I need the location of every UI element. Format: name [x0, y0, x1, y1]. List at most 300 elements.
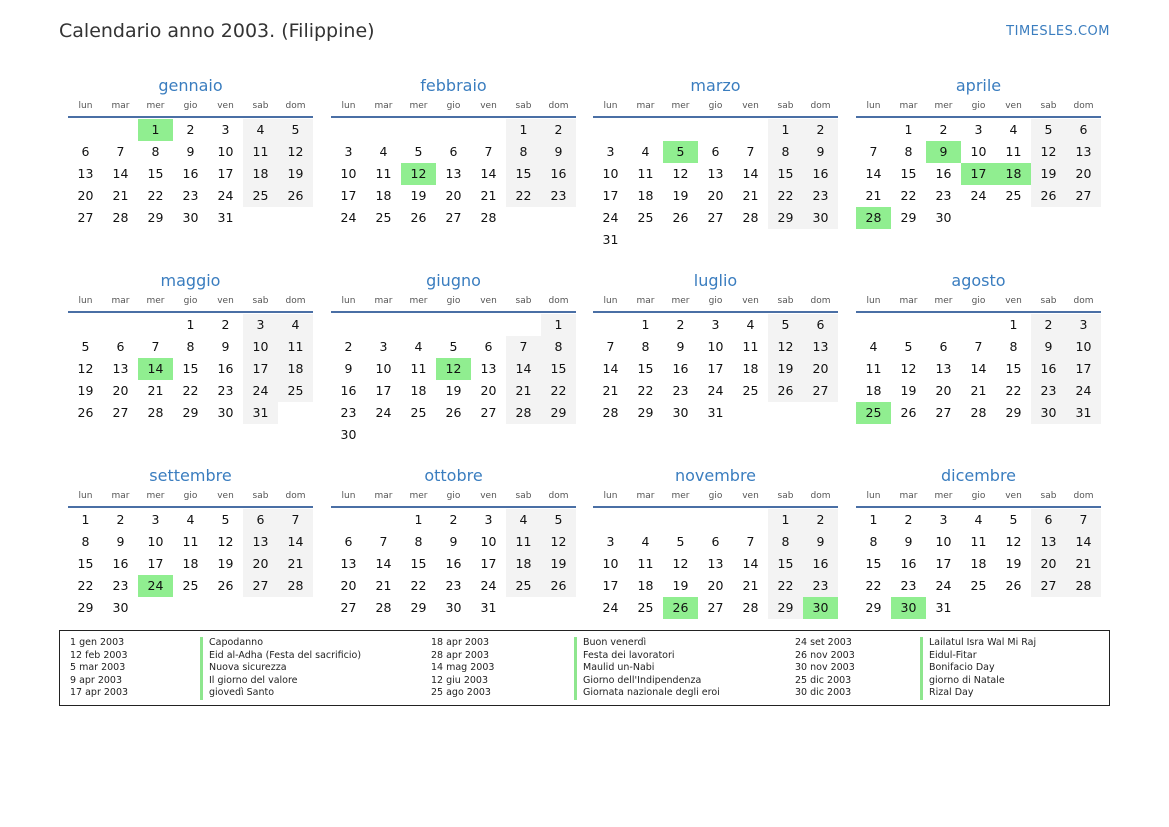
day-grid — [68, 119, 313, 229]
weekday-label: lun — [866, 491, 881, 501]
day-grid — [593, 314, 838, 424]
day-cell: 27 — [935, 405, 952, 420]
day-cell: 28 — [480, 210, 497, 225]
day-cell: 1 — [641, 317, 650, 332]
holiday-day: 28 — [856, 207, 891, 229]
day-cell: 25 — [375, 210, 392, 225]
day-cell: 11 — [637, 166, 654, 181]
weekday-label: gio — [971, 101, 986, 111]
day-cell: 10 — [375, 361, 392, 376]
day-cell: 23 — [112, 578, 129, 593]
day-grid — [331, 119, 576, 229]
weekday-label: lun — [341, 101, 356, 111]
day-cell: 2 — [1031, 314, 1066, 336]
day-cell: 24 — [970, 188, 987, 203]
legend-column — [200, 637, 361, 700]
month-name: settembre — [149, 466, 232, 485]
month-block — [593, 464, 838, 644]
day-cell: 22 — [768, 185, 803, 207]
day-cell: 8 — [506, 141, 541, 163]
day-cell: 24 — [602, 600, 619, 615]
day-cell: 20 — [340, 578, 357, 593]
empty-day — [366, 314, 401, 336]
weekday-label: sab — [252, 491, 269, 501]
day-cell: 29 — [637, 405, 654, 420]
weekday-header — [68, 488, 313, 504]
day-cell: 7 — [116, 144, 125, 159]
day-cell: 14 — [375, 556, 392, 571]
weekday-label: mer — [146, 296, 165, 306]
day-cell: 10 — [340, 166, 357, 181]
month-divider — [856, 116, 1101, 118]
day-cell: 26 — [445, 405, 462, 420]
weekday-label: lun — [78, 491, 93, 501]
weekday-label: mar — [111, 296, 130, 306]
weekday-label: ven — [742, 296, 759, 306]
day-cell: 18 — [865, 383, 882, 398]
weekday-label: gio — [708, 101, 723, 111]
day-cell: 14 — [278, 531, 313, 553]
day-cell: 3 — [711, 317, 720, 332]
day-cell: 5 — [768, 314, 803, 336]
day-cell: 17 — [602, 578, 619, 593]
day-cell: 1 — [869, 512, 878, 527]
day-cell: 11 — [410, 361, 427, 376]
day-cell: 8 — [541, 336, 576, 358]
day-cell: 6 — [803, 314, 838, 336]
day-cell: 22 — [1005, 383, 1022, 398]
legend-date: 18 apr 2003 — [431, 637, 490, 648]
day-cell: 11 — [1005, 144, 1022, 159]
day-cell: 27 — [112, 405, 129, 420]
day-cell: 23 — [340, 405, 357, 420]
day-cell: 25 — [637, 600, 654, 615]
day-cell: 11 — [637, 556, 654, 571]
weekday-label: dom — [548, 101, 569, 111]
weekday-label: gio — [708, 491, 723, 501]
weekday-label: dom — [548, 296, 569, 306]
empty-day — [856, 314, 891, 336]
day-cell: 5 — [676, 534, 685, 549]
day-cell: 23 — [935, 188, 952, 203]
day-cell: 13 — [707, 166, 724, 181]
weekday-label: ven — [217, 101, 234, 111]
day-cell: 9 — [221, 339, 230, 354]
day-cell: 20 — [707, 578, 724, 593]
weekday-label: dom — [810, 296, 831, 306]
day-cell: 2 — [676, 317, 685, 332]
weekday-label: ven — [217, 296, 234, 306]
day-cell: 18 — [182, 556, 199, 571]
day-cell: 5 — [1031, 119, 1066, 141]
day-cell: 28 — [506, 402, 541, 424]
day-cell: 14 — [742, 166, 759, 181]
day-cell: 8 — [768, 141, 803, 163]
empty-day — [103, 314, 138, 336]
day-cell: 10 — [217, 144, 234, 159]
day-cell: 26 — [278, 185, 313, 207]
legend-date: 24 set 2003 — [795, 637, 852, 648]
weekday-label: mar — [899, 491, 918, 501]
weekday-label: sab — [777, 296, 794, 306]
empty-day — [471, 314, 506, 336]
day-cell: 17 — [602, 188, 619, 203]
holiday-legend — [59, 630, 1110, 706]
empty-day — [68, 314, 103, 336]
weekday-label: gio — [971, 491, 986, 501]
day-cell: 10 — [970, 144, 987, 159]
weekday-label: gio — [971, 296, 986, 306]
day-cell: 27 — [340, 600, 357, 615]
day-cell: 13 — [340, 556, 357, 571]
day-cell: 15 — [865, 556, 882, 571]
weekday-header — [331, 98, 576, 114]
weekday-header — [593, 488, 838, 504]
holiday-day: 30 — [803, 597, 838, 619]
day-cell: 22 — [147, 188, 164, 203]
day-cell: 27 — [707, 210, 724, 225]
day-cell: 12 — [541, 531, 576, 553]
weekday-label: mar — [636, 491, 655, 501]
weekday-label: mer — [934, 491, 953, 501]
legend-column — [795, 637, 855, 700]
day-cell: 6 — [449, 144, 458, 159]
weekday-label: mer — [934, 296, 953, 306]
day-cell: 4 — [278, 314, 313, 336]
day-cell: 17 — [1066, 358, 1101, 380]
month-name: novembre — [674, 466, 757, 485]
day-cell: 15 — [147, 166, 164, 181]
day-cell: 5 — [278, 119, 313, 141]
holiday-day: 30 — [891, 597, 926, 619]
day-cell: 2 — [803, 509, 838, 531]
day-cell: 1 — [186, 317, 195, 332]
holiday-day: 25 — [856, 402, 891, 424]
empty-day — [471, 119, 506, 141]
month-divider — [68, 116, 313, 118]
day-cell: 21 — [602, 383, 619, 398]
month-divider — [593, 311, 838, 313]
day-cell: 30 — [340, 427, 357, 442]
weekday-label: ven — [480, 101, 497, 111]
day-cell: 22 — [865, 578, 882, 593]
day-cell: 19 — [217, 556, 234, 571]
day-cell: 5 — [221, 512, 230, 527]
empty-day — [331, 119, 366, 141]
month-name: dicembre — [940, 466, 1017, 485]
month-name: febbraio — [420, 76, 487, 95]
weekday-label: lun — [603, 101, 618, 111]
day-cell: 4 — [506, 509, 541, 531]
legend-holiday: Buon venerdì — [574, 637, 720, 650]
legend-column — [431, 637, 494, 700]
day-cell: 6 — [344, 534, 353, 549]
day-cell: 31 — [935, 600, 952, 615]
weekday-label: sab — [515, 296, 532, 306]
weekday-label: dom — [810, 101, 831, 111]
empty-day — [401, 119, 436, 141]
empty-day — [506, 314, 541, 336]
day-cell: 4 — [243, 119, 278, 141]
day-cell: 29 — [77, 600, 94, 615]
day-cell: 23 — [900, 578, 917, 593]
day-cell: 14 — [602, 361, 619, 376]
day-cell: 13 — [445, 166, 462, 181]
day-cell: 6 — [116, 339, 125, 354]
weekday-label: mer — [671, 101, 690, 111]
day-cell: 31 — [243, 402, 278, 424]
day-cell: 25 — [637, 210, 654, 225]
day-cell: 16 — [935, 166, 952, 181]
weekday-label: lun — [78, 296, 93, 306]
day-cell: 22 — [637, 383, 654, 398]
day-cell: 15 — [182, 361, 199, 376]
empty-day — [628, 509, 663, 531]
day-cell: 11 — [243, 141, 278, 163]
weekday-label: lun — [603, 491, 618, 501]
day-cell: 8 — [81, 534, 90, 549]
day-cell: 14 — [970, 361, 987, 376]
legend-date: 25 ago 2003 — [431, 687, 491, 698]
weekday-label: lun — [341, 296, 356, 306]
day-cell: 7 — [506, 336, 541, 358]
day-cell: 16 — [803, 553, 838, 575]
day-cell: 9 — [449, 534, 458, 549]
legend-holiday: giovedì Santo — [200, 687, 361, 700]
day-cell: 4 — [746, 317, 755, 332]
day-cell: 21 — [970, 383, 987, 398]
weekday-header — [856, 488, 1101, 504]
weekday-label: sab — [1040, 101, 1057, 111]
day-cell: 20 — [112, 383, 129, 398]
day-cell: 28 — [602, 405, 619, 420]
legend-holiday: Giorno dell'Indipendenza — [574, 675, 720, 688]
weekday-label: mar — [636, 296, 655, 306]
day-cell: 14 — [1066, 531, 1101, 553]
weekday-label: mer — [671, 491, 690, 501]
weekday-label: gio — [446, 101, 461, 111]
weekday-label: sab — [515, 491, 532, 501]
empty-day — [698, 119, 733, 141]
day-cell: 22 — [182, 383, 199, 398]
day-cell: 4 — [414, 339, 423, 354]
weekday-label: gio — [183, 296, 198, 306]
day-cell: 11 — [865, 361, 882, 376]
legend-column — [920, 637, 1036, 700]
day-cell: 9 — [676, 339, 685, 354]
day-cell: 26 — [672, 210, 689, 225]
weekday-header — [331, 488, 576, 504]
weekday-label: dom — [285, 296, 306, 306]
day-cell: 28 — [375, 600, 392, 615]
weekday-header — [856, 293, 1101, 309]
legend-column — [70, 637, 128, 700]
day-cell: 2 — [186, 122, 195, 137]
brand-link[interactable]: TIMESLES.COM — [1006, 24, 1110, 39]
day-cell: 15 — [768, 553, 803, 575]
day-cell: 25 — [506, 575, 541, 597]
holiday-day: 26 — [663, 597, 698, 619]
weekday-label: lun — [866, 296, 881, 306]
day-cell: 6 — [1031, 509, 1066, 531]
month-block — [68, 74, 313, 254]
day-cell: 26 — [77, 405, 94, 420]
day-cell: 28 — [1066, 575, 1101, 597]
day-cell: 20 — [77, 188, 94, 203]
day-cell: 9 — [344, 361, 353, 376]
day-cell: 2 — [904, 512, 913, 527]
day-cell: 5 — [541, 509, 576, 531]
month-name: gennaio — [158, 76, 223, 95]
day-cell: 4 — [974, 512, 983, 527]
day-cell: 13 — [112, 361, 129, 376]
day-cell: 21 — [375, 578, 392, 593]
day-cell: 23 — [445, 578, 462, 593]
day-cell: 30 — [182, 210, 199, 225]
day-cell: 13 — [480, 361, 497, 376]
day-cell: 1 — [768, 119, 803, 141]
day-cell: 22 — [768, 575, 803, 597]
legend-holiday: giorno di Natale — [920, 675, 1036, 688]
weekday-label: mar — [899, 296, 918, 306]
legend-holiday: Rizal Day — [920, 687, 1036, 700]
empty-day — [436, 314, 471, 336]
weekday-label: sab — [252, 296, 269, 306]
legend-holiday: Bonifacio Day — [920, 662, 1036, 675]
month-block — [593, 74, 838, 254]
month-name: giugno — [426, 271, 481, 290]
day-cell: 19 — [1031, 163, 1066, 185]
day-cell: 24 — [217, 188, 234, 203]
day-cell: 2 — [803, 119, 838, 141]
day-cell: 17 — [480, 556, 497, 571]
empty-day — [366, 119, 401, 141]
day-cell: 21 — [1066, 553, 1101, 575]
day-cell: 11 — [970, 534, 987, 549]
day-cell: 20 — [1031, 553, 1066, 575]
day-cell: 26 — [541, 575, 576, 597]
weekday-label: lun — [78, 101, 93, 111]
weekday-label: ven — [742, 491, 759, 501]
day-cell: 31 — [602, 232, 619, 247]
empty-day — [891, 314, 926, 336]
day-cell: 19 — [278, 163, 313, 185]
day-cell: 27 — [1031, 575, 1066, 597]
day-cell: 7 — [869, 144, 878, 159]
day-cell: 14 — [480, 166, 497, 181]
day-cell: 15 — [768, 163, 803, 185]
day-cell: 3 — [606, 534, 615, 549]
day-grid — [593, 509, 838, 619]
weekday-label: ven — [1005, 101, 1022, 111]
legend-holiday: Il giorno del valore — [200, 675, 361, 688]
day-cell: 31 — [217, 210, 234, 225]
day-cell: 9 — [904, 534, 913, 549]
day-cell: 19 — [445, 383, 462, 398]
day-cell: 10 — [707, 339, 724, 354]
day-cell: 1 — [768, 509, 803, 531]
day-cell: 25 — [970, 578, 987, 593]
day-cell: 4 — [379, 144, 388, 159]
day-cell: 4 — [186, 512, 195, 527]
holiday-day: 12 — [401, 163, 436, 185]
day-cell: 20 — [935, 383, 952, 398]
weekday-label: mar — [374, 101, 393, 111]
day-cell: 30 — [672, 405, 689, 420]
month-divider — [331, 116, 576, 118]
month-block — [856, 464, 1101, 644]
weekday-label: gio — [446, 491, 461, 501]
day-cell: 23 — [803, 575, 838, 597]
day-cell: 30 — [1031, 402, 1066, 424]
day-cell: 3 — [243, 314, 278, 336]
weekday-label: sab — [777, 101, 794, 111]
day-cell: 26 — [1005, 578, 1022, 593]
weekday-label: ven — [217, 491, 234, 501]
day-cell: 4 — [641, 144, 650, 159]
day-cell: 8 — [151, 144, 160, 159]
day-cell: 23 — [672, 383, 689, 398]
weekday-label: dom — [285, 101, 306, 111]
empty-day — [926, 314, 961, 336]
weekday-label: sab — [777, 491, 794, 501]
day-cell: 8 — [1009, 339, 1018, 354]
day-cell: 21 — [865, 188, 882, 203]
day-cell: 21 — [112, 188, 129, 203]
day-cell: 20 — [1066, 163, 1101, 185]
day-cell: 26 — [900, 405, 917, 420]
holiday-day: 17 — [961, 163, 996, 185]
page-title: Calendario anno 2003. (Filippine) — [59, 20, 375, 42]
day-cell: 10 — [147, 534, 164, 549]
day-cell: 16 — [340, 383, 357, 398]
legend-date: 30 dic 2003 — [795, 687, 852, 698]
day-cell: 19 — [1005, 556, 1022, 571]
day-cell: 11 — [506, 531, 541, 553]
day-cell: 9 — [186, 144, 195, 159]
weekday-label: mer — [409, 491, 428, 501]
day-cell: 7 — [379, 534, 388, 549]
weekday-header — [68, 98, 313, 114]
day-cell: 15 — [410, 556, 427, 571]
weekday-label: dom — [548, 491, 569, 501]
legend-holiday: Giornata nazionale degli eroi — [574, 687, 720, 700]
weekday-label: gio — [708, 296, 723, 306]
holiday-day: 1 — [138, 119, 173, 141]
day-cell: 21 — [480, 188, 497, 203]
day-cell: 7 — [278, 509, 313, 531]
legend-holiday: Nuova sicurezza — [200, 662, 361, 675]
weekday-label: dom — [1073, 101, 1094, 111]
day-cell: 7 — [746, 144, 755, 159]
day-grid — [68, 314, 313, 424]
day-cell: 30 — [445, 600, 462, 615]
day-cell: 16 — [803, 163, 838, 185]
day-cell: 30 — [803, 207, 838, 229]
day-cell: 8 — [768, 531, 803, 553]
month-block — [856, 269, 1101, 449]
day-cell: 15 — [900, 166, 917, 181]
day-cell: 5 — [81, 339, 90, 354]
day-grid — [68, 509, 313, 619]
weekday-label: ven — [480, 296, 497, 306]
day-cell: 31 — [480, 600, 497, 615]
day-cell: 25 — [1005, 188, 1022, 203]
day-cell: 24 — [375, 405, 392, 420]
day-cell: 18 — [506, 553, 541, 575]
day-cell: 6 — [711, 534, 720, 549]
month-block — [68, 464, 313, 644]
